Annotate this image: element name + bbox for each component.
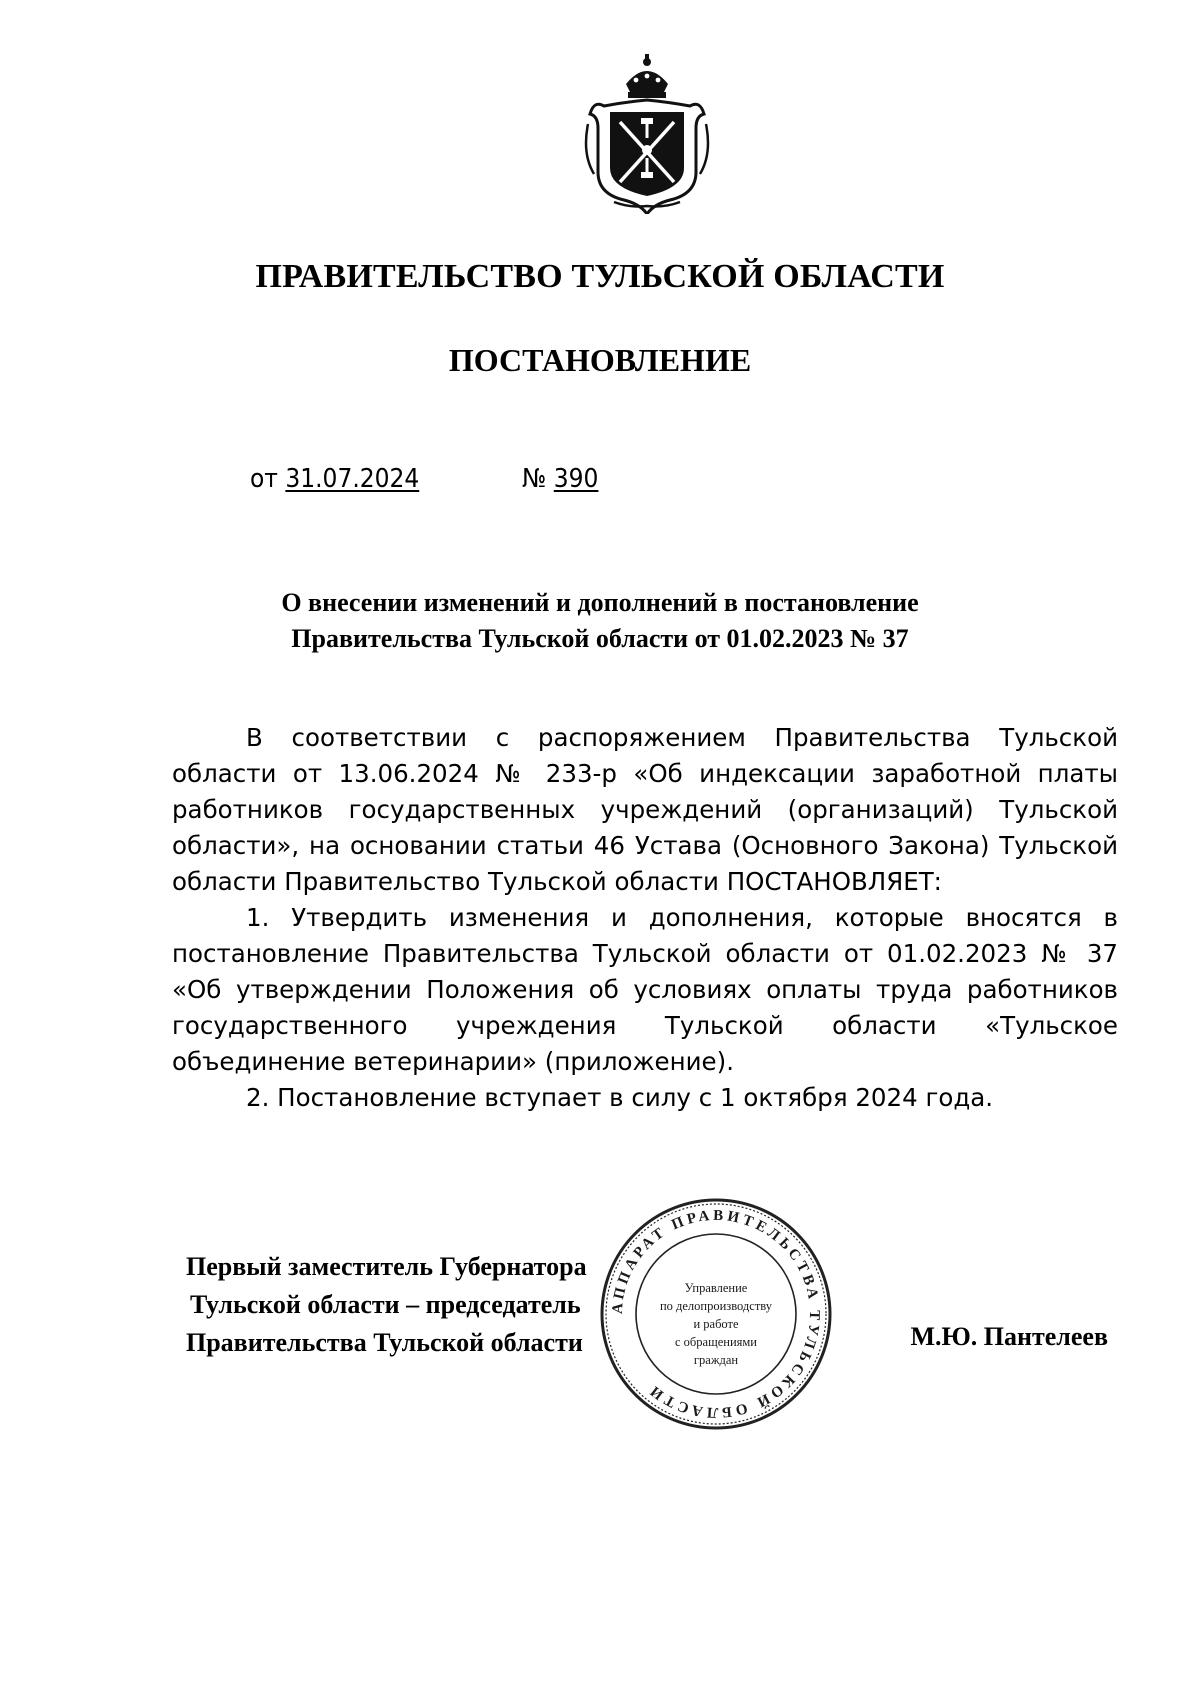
document-date: 31.07.2024 bbox=[285, 464, 420, 494]
registration-line bbox=[250, 464, 599, 494]
seal-center-line-4: с обращениями bbox=[675, 1335, 757, 1349]
seal-center-line-3: и работе bbox=[693, 1317, 739, 1331]
document-number: 390 bbox=[553, 464, 599, 494]
subject-line-1: О внесении изменений и дополнений в постановление bbox=[281, 588, 919, 617]
document-type-heading: ПОСТАНОВЛЕНИЕ bbox=[448, 342, 752, 378]
coat-of-arms-icon bbox=[584, 54, 710, 214]
official-seal-stamp bbox=[598, 1196, 834, 1432]
svg-text:АППАРАТ ПРАВИТЕЛЬСТВА ТУЛЬСКОЙ bbox=[610, 1208, 822, 1420]
document-body bbox=[172, 720, 1118, 1116]
seal-center-line-1: Управление bbox=[684, 1281, 748, 1295]
number-prefix: № bbox=[522, 464, 547, 494]
seal-center-line-2: по делопроизводству bbox=[659, 1299, 773, 1313]
signatory-position-line-1: Первый заместитель Губернатора bbox=[186, 1252, 587, 1281]
body-paragraph-item-2: 2. Постановление вступает в силу с 1 октября 2024 года. bbox=[246, 1083, 994, 1112]
signatory-name: М.Ю. Пантелеев bbox=[910, 1322, 1108, 1351]
seal-center-line-5: граждан bbox=[693, 1353, 739, 1367]
signatory-position-line-2: Тульской области – председатель bbox=[190, 1290, 581, 1319]
date-prefix: от bbox=[250, 464, 278, 494]
body-paragraph-item-1: 1. Утвердить изменения и дополнения, которые вносятся в постановление Правительства Тульской области от 01.02.2023 № 37 «Об утверждении Положения об условиях оплаты труда работников государственного учреждения Тульской области «Тульское объединение ветеринарии» (приложение). bbox=[172, 903, 1118, 1076]
signatory-position-line-3: Правительства Тульской области bbox=[186, 1328, 583, 1357]
seal-ring-text: АППАРАТ ПРАВИТЕЛЬСТВА ТУЛЬСКОЙ ОБЛАСТИ bbox=[609, 1207, 823, 1421]
body-paragraph-preamble: В соответствии с распоряжением Правительства Тульской области от 13.06.2024 № 233-р «Об индексации заработной платы работников государственных учреждений (организаций) Тульской области», на основании статьи 46 Устава (Основного Закона) Тульской области Правительство Тульской области ПОСТАНОВЛЯЕТ: bbox=[172, 723, 1118, 896]
signatory-position bbox=[186, 1248, 587, 1362]
document-subject bbox=[180, 585, 1020, 657]
organization-heading: ПРАВИТЕЛЬСТВО ТУЛЬСКОЙ ОБЛАСТИ bbox=[255, 258, 945, 295]
subject-line-2: Правительства Тульской области от 01.02.2023 № 37 bbox=[291, 624, 909, 653]
